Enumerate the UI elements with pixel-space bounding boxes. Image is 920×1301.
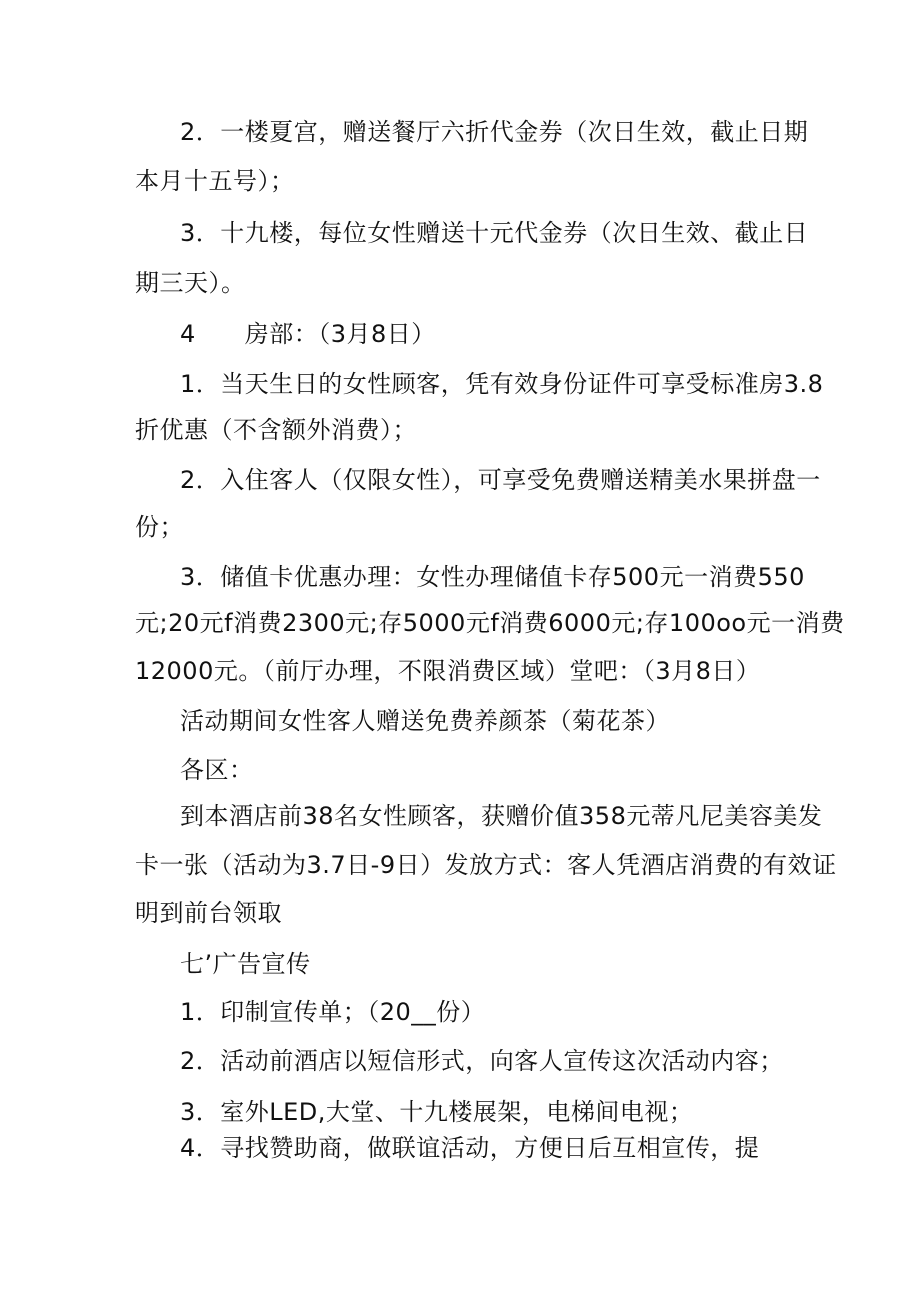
- text-line: 本月十五号）；: [135, 167, 295, 195]
- text-line: 2．活动前酒店以短信形式，向客人宣传这次活动内容；: [180, 1047, 784, 1075]
- section-heading: 4 房部：（3月8日）: [180, 320, 436, 348]
- section-heading: 各区：: [180, 756, 254, 784]
- text-line: 卡一张（活动为3.7日-9日）发放方式：客人凭酒店消费的有效证: [135, 851, 837, 879]
- text-line: 1．当天生日的女性顾客，凭有效身份证件可享受标准房3.8: [180, 370, 824, 398]
- text-line: 到本酒店前38名女性顾客，获赠价值358元蒂凡尼美容美发: [180, 802, 823, 830]
- text-line: 1．印制宣传单；（20__份）: [180, 998, 486, 1026]
- text-line: 活动期间女性客人赠送免费养颜茶（菊花茶）: [180, 707, 670, 735]
- text-line: 3．十九楼，每位女性赠送十元代金券（次日生效、截止日: [180, 219, 809, 247]
- text-line: 元;20元f消费2300元;存5000元f消费6000元;存100oo元一消费: [135, 609, 845, 637]
- section-heading: 七’广告宣传: [180, 950, 311, 978]
- text-line: 3．室外LED,大堂、十九楼展架，电梯间电视；: [180, 1098, 694, 1126]
- text-line: 份；: [135, 513, 184, 541]
- text-line: 4．寻找赞助商，做联谊活动，方便日后互相宣传，提: [180, 1134, 760, 1162]
- text-line: 期三天）。: [135, 269, 246, 297]
- text-line: 折优惠（不含额外消费）；: [135, 416, 417, 444]
- text-line: 2．一楼夏宫，赠送餐厅六折代金券（次日生效，截止日期: [180, 118, 809, 146]
- text-line: 明到前台领取: [135, 899, 282, 927]
- text-line: 12000元。（前厅办理，不限消费区域）堂吧：（3月8日）: [135, 657, 761, 685]
- text-line: 3．储值卡优惠办理：女性办理储值卡存500元一消费550: [180, 563, 805, 591]
- text-line: 2．入住客人（仅限女性），可享受免费赠送精美水果拼盘一: [180, 466, 821, 494]
